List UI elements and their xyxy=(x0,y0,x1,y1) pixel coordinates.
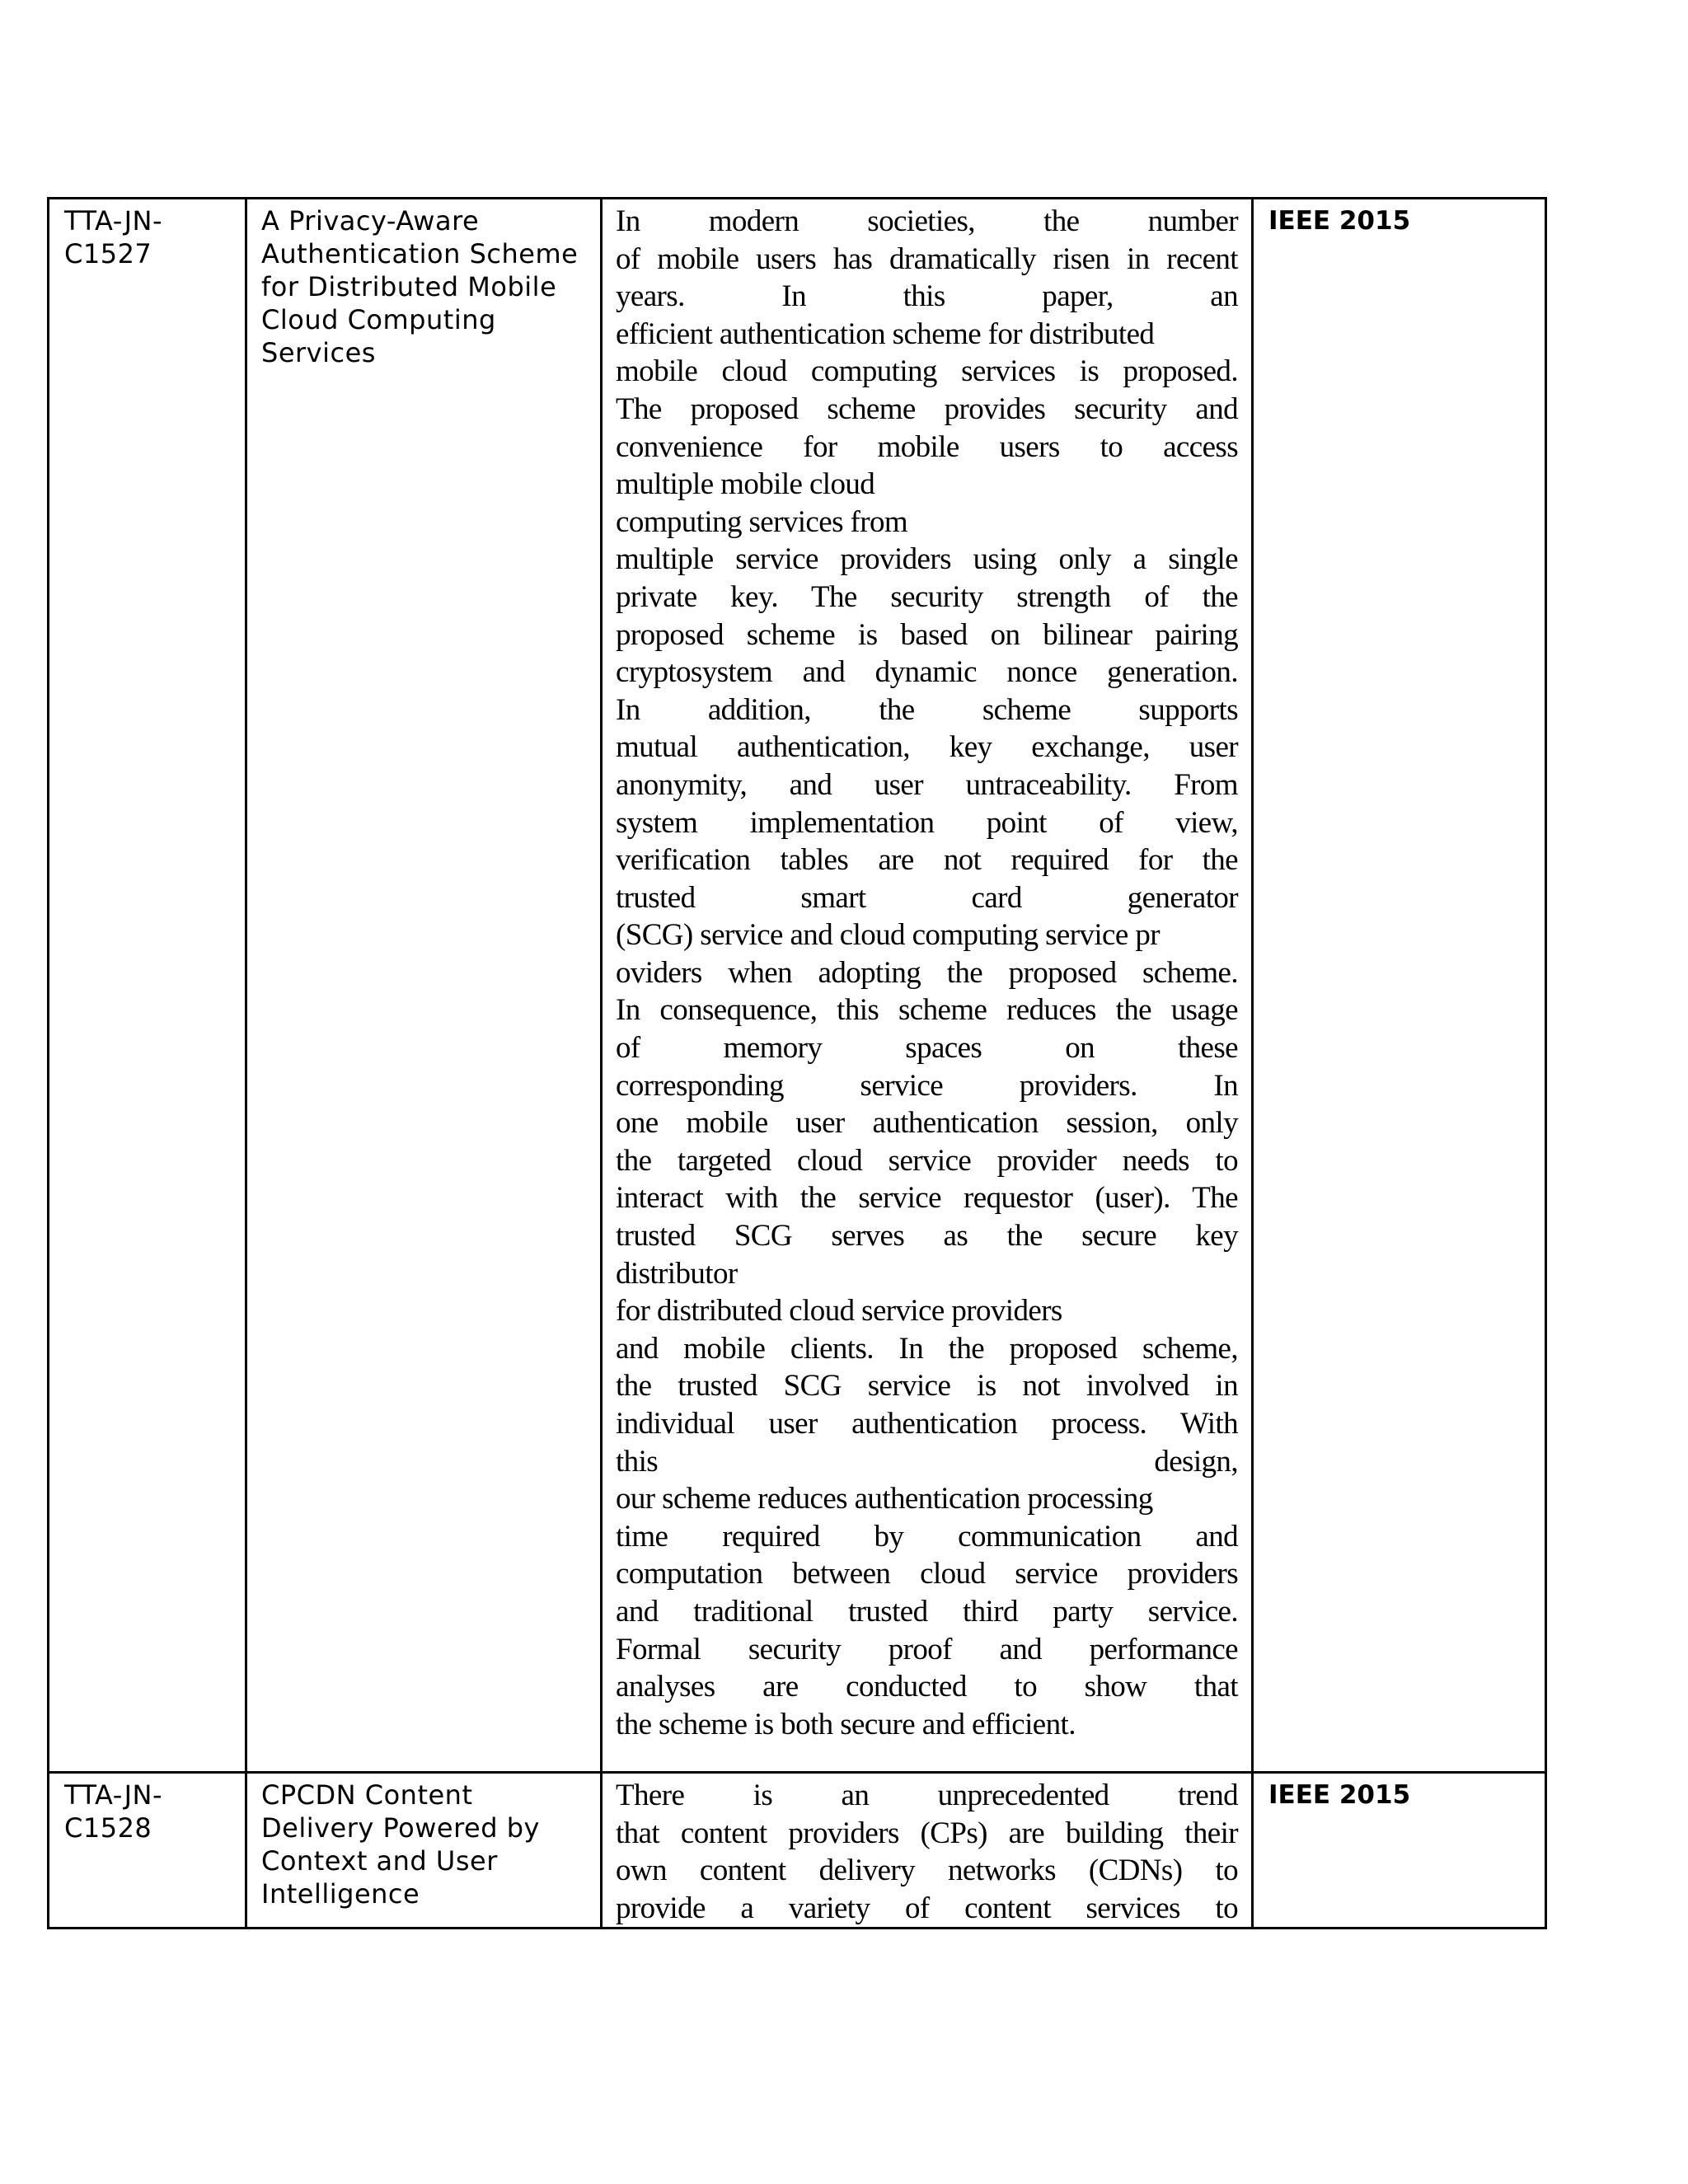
project-table xyxy=(47,197,1547,1929)
abstract-line: mobile cloud computing services is proposed. xyxy=(616,354,1238,389)
abstract-line: for distributed cloud service providers xyxy=(616,1294,1062,1329)
project-id-line: C1528 xyxy=(64,1812,152,1844)
project-title-cell xyxy=(246,199,602,1773)
abstract-line: time required by communication and xyxy=(616,1519,1238,1554)
abstract-line: proposed scheme is based on bilinear pairing xyxy=(616,617,1238,652)
abstract-line: anonymity, and user untraceability. From xyxy=(616,767,1238,802)
abstract-line: own content delivery networks (CDNs) to xyxy=(616,1854,1238,1888)
year-label: IEEE 2015 xyxy=(1268,206,1411,236)
project-title-line: Delivery Powered by xyxy=(261,1812,540,1844)
abstract-line: of mobile users has dramatically risen in recent xyxy=(616,241,1238,276)
abstract-line: the trusted SCG service is not involved in xyxy=(616,1369,1238,1404)
abstract-line: the targeted cloud service provider needs to xyxy=(616,1143,1238,1178)
project-year-cell xyxy=(1253,199,1546,1773)
abstract-line: (SCG) service and cloud computing service pr xyxy=(616,918,1160,953)
project-title-line: Services xyxy=(261,337,376,368)
abstract-line: Formal security proof and performance xyxy=(616,1632,1238,1666)
project-id-line: C1527 xyxy=(64,238,152,269)
abstract-line: There is an unprecedented trend xyxy=(616,1779,1238,1812)
abstract-line: oviders when adopting the proposed scheme. xyxy=(616,955,1238,990)
abstract-line: trusted smart card generator xyxy=(616,880,1238,915)
project-title-line: Authentication Scheme xyxy=(261,238,579,269)
abstract-line: In consequence, this scheme reduces the usage xyxy=(616,993,1238,1028)
abstract-line: trusted SCG serves as the secure key xyxy=(616,1219,1238,1254)
project-title-line: Intelligence xyxy=(261,1878,420,1910)
project-year-cell xyxy=(1253,1773,1546,1929)
project-title-line: for Distributed Mobile xyxy=(261,271,557,302)
project-title-line: CPCDN Content xyxy=(261,1779,473,1811)
abstract-line: of memory spaces on these xyxy=(616,1031,1238,1066)
project-abstract-cell xyxy=(602,199,1253,1773)
abstract-line: individual user authentication process. With xyxy=(616,1407,1238,1441)
abstract-line: our scheme reduces authentication processing xyxy=(616,1482,1153,1516)
abstract-line: multiple mobile cloud xyxy=(616,467,875,502)
abstract-line: mutual authentication, key exchange, user xyxy=(616,730,1238,765)
abstract-line: efficient authentication scheme for distributed xyxy=(616,316,1155,351)
abstract-line: computing services from xyxy=(616,504,908,539)
project-id-cell xyxy=(49,199,246,1773)
abstract-line: and mobile clients. In the proposed scheme, xyxy=(616,1331,1238,1366)
project-title-line: A Privacy-Aware xyxy=(261,205,480,237)
abstract-line: one mobile user authentication session, only xyxy=(616,1106,1238,1141)
project-title-line: Context and User xyxy=(261,1845,498,1877)
project-title-line: Cloud Computing xyxy=(261,304,496,335)
abstract-line: years. In this paper, an xyxy=(616,279,1238,314)
year-label: IEEE 2015 xyxy=(1268,1780,1411,1810)
abstract-line: system implementation point of view, xyxy=(616,805,1238,840)
table-row xyxy=(49,199,1546,1773)
project-id-line: TTA-JN- xyxy=(64,205,162,237)
abstract-line: analyses are conducted to show that xyxy=(616,1670,1238,1704)
abstract-line: In addition, the scheme supports xyxy=(616,692,1238,727)
abstract-line: computation between cloud service providers xyxy=(616,1557,1238,1591)
abstract-line: In modern societies, the number xyxy=(616,204,1238,238)
abstract-line: multiple service providers using only a single xyxy=(616,542,1238,577)
abstract-line: private key. The security strength of the xyxy=(616,579,1238,614)
project-title-cell xyxy=(246,1773,602,1929)
abstract-line: convenience for mobile users to access xyxy=(616,429,1238,464)
table-row xyxy=(49,1773,1546,1929)
abstract-line: this design, xyxy=(616,1444,1238,1479)
abstract-line: and traditional trusted third party service. xyxy=(616,1594,1238,1629)
abstract-line: corresponding service providers. In xyxy=(616,1068,1238,1103)
abstract-line: The proposed scheme provides security and xyxy=(616,391,1238,426)
abstract-line: distributor xyxy=(616,1256,738,1291)
abstract-line: cryptosystem and dynamic nonce generation. xyxy=(616,655,1238,690)
abstract-line: verification tables are not required for the xyxy=(616,843,1238,878)
project-abstract-cell xyxy=(602,1773,1253,1929)
abstract-line: that content providers (CPs) are building their xyxy=(616,1816,1238,1850)
project-id-cell xyxy=(49,1773,246,1929)
project-id-line: TTA-JN- xyxy=(64,1779,162,1811)
abstract-line: provide a variety of content services to xyxy=(616,1891,1238,1925)
abstract-line: interact with the service requestor (user). The xyxy=(616,1181,1238,1216)
abstract-line: the scheme is both secure and efficient. xyxy=(616,1707,1076,1741)
